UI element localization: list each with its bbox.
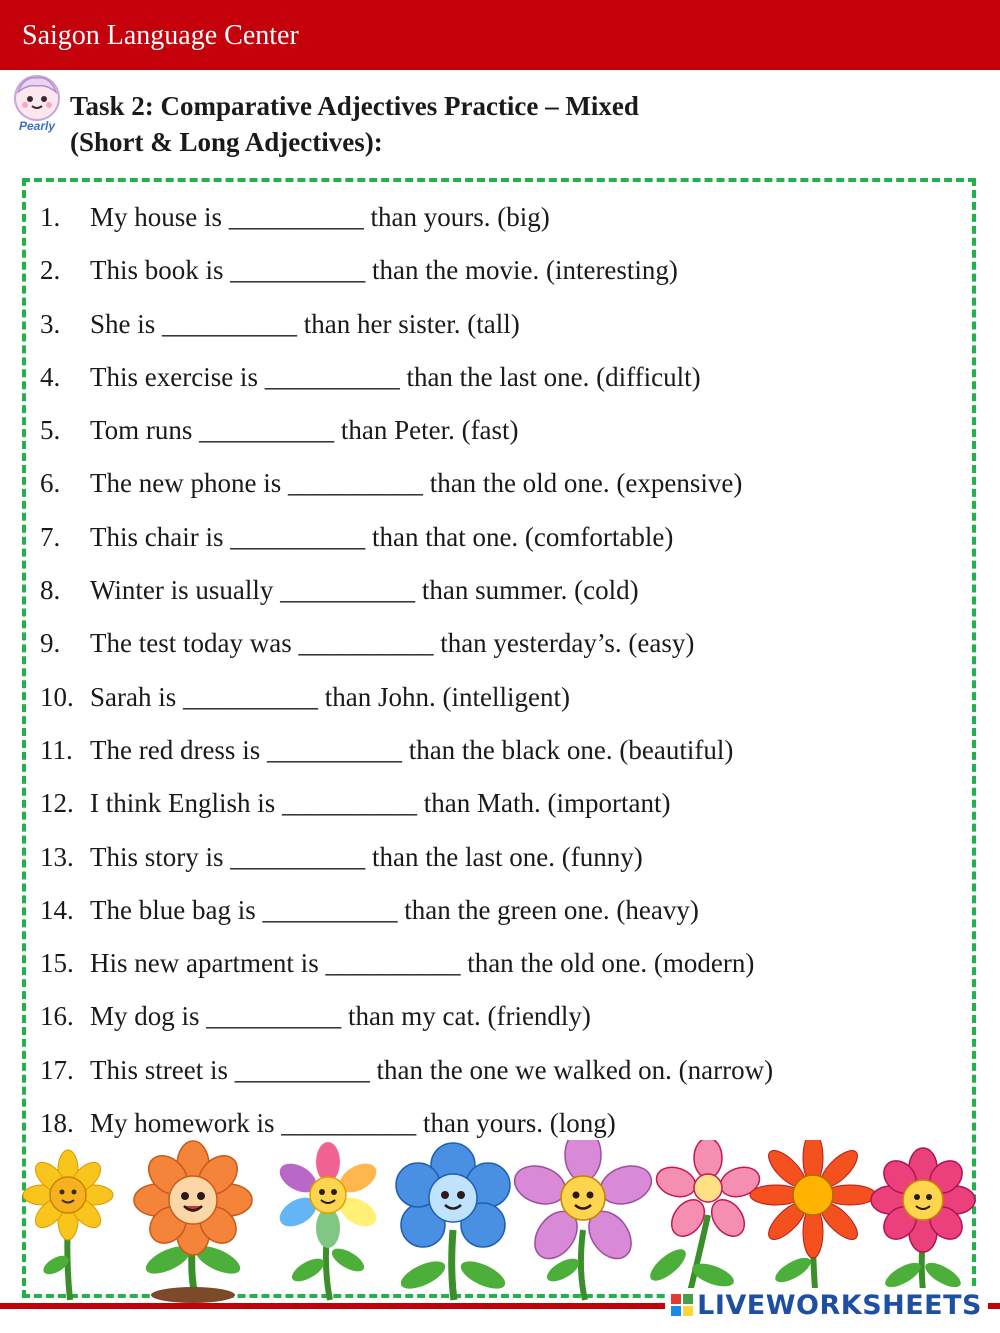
question-number: 12. xyxy=(40,788,74,819)
pearly-logo-label: Pearly xyxy=(18,119,56,133)
question-number: 6. xyxy=(40,468,61,499)
question-4 xyxy=(40,357,773,410)
question-text: His new apartment is __________ than the old one. (modern) xyxy=(90,948,755,979)
task-title-line2: (Short & Long Adjectives): xyxy=(70,127,383,157)
question-number: 8. xyxy=(40,575,61,606)
pearly-logo xyxy=(6,72,68,134)
red-flower-icon xyxy=(750,1140,876,1300)
question-number: 10. xyxy=(40,681,74,712)
question-12 xyxy=(40,783,773,836)
question-7 xyxy=(40,517,773,570)
liveworksheets-logo-icon xyxy=(671,1294,693,1316)
smiling-pink-flower-icon xyxy=(871,1148,975,1300)
question-1 xyxy=(40,197,773,250)
question-text: This book is __________ than the movie. (interesting) xyxy=(90,255,678,286)
question-14 xyxy=(40,890,773,943)
question-text: Tom runs __________ than Peter. (fast) xyxy=(90,415,519,446)
question-text: The test today was __________ than yesterday’s. (easy) xyxy=(90,628,695,659)
question-number: 5. xyxy=(40,415,61,446)
question-text: The new phone is __________ than the old one. (expensive) xyxy=(90,468,743,499)
question-text: This street is __________ than the one we walked on. (narrow) xyxy=(90,1054,774,1085)
orange-flower-icon xyxy=(134,1141,252,1303)
question-text: My dog is __________ than my cat. (friendly) xyxy=(90,1001,591,1032)
question-number: 7. xyxy=(40,521,61,552)
question-number: 15. xyxy=(40,948,74,979)
question-3 xyxy=(40,304,773,357)
question-number: 16. xyxy=(40,1001,74,1032)
question-number: 9. xyxy=(40,628,61,659)
question-number: 11. xyxy=(40,734,73,765)
question-text: Winter is usually __________ than summer. (cold) xyxy=(90,575,639,606)
question-13 xyxy=(40,837,773,890)
question-text: This chair is __________ than that one. (comfortable) xyxy=(90,521,674,552)
question-number: 4. xyxy=(40,361,61,392)
flower-decoration xyxy=(18,1140,980,1305)
purple-flower-icon xyxy=(510,1140,657,1300)
question-10 xyxy=(40,677,773,730)
question-text: This story is __________ than the last one. (funny) xyxy=(90,841,643,872)
question-number: 2. xyxy=(40,255,61,286)
question-16 xyxy=(40,996,773,1049)
question-2 xyxy=(40,250,773,303)
header-title: Saigon Language Center xyxy=(22,20,299,51)
question-text: The red dress is __________ than the black one. (beautiful) xyxy=(90,734,734,765)
question-number: 3. xyxy=(40,308,61,339)
question-17 xyxy=(40,1050,773,1103)
task-title-line1: Task 2: Comparative Adjectives Practice – Mixed xyxy=(70,91,639,121)
question-8 xyxy=(40,570,773,623)
question-list xyxy=(40,197,773,1156)
question-text: I think English is __________ than Math. (important) xyxy=(90,788,671,819)
question-number: 18. xyxy=(40,1108,74,1139)
question-15 xyxy=(40,943,773,996)
question-11 xyxy=(40,730,773,783)
question-text: The blue bag is __________ than the green one. (heavy) xyxy=(90,894,699,925)
question-text: My homework is __________ than yours. (long) xyxy=(90,1108,616,1139)
rainbow-flower-icon xyxy=(275,1142,382,1300)
question-number: 17. xyxy=(40,1054,74,1085)
question-text: This exercise is __________ than the last one. (difficult) xyxy=(90,361,701,392)
blue-flower-icon xyxy=(396,1143,510,1300)
question-number: 13. xyxy=(40,841,74,872)
pink-flower-icon xyxy=(645,1140,763,1300)
question-6 xyxy=(40,463,773,516)
brand-text: LIVEWORKSHEETS xyxy=(697,1290,982,1321)
sunflower-icon xyxy=(23,1150,113,1300)
question-number: 14. xyxy=(40,894,74,925)
question-5 xyxy=(40,410,773,463)
question-number: 1. xyxy=(40,202,61,232)
question-9 xyxy=(40,623,773,676)
question-text: My house is __________ than yours. (big) xyxy=(90,202,550,232)
liveworksheets-brand[interactable] xyxy=(665,1288,988,1321)
task-title xyxy=(70,88,770,160)
question-text: She is __________ than her sister. (tall) xyxy=(90,308,520,339)
question-text: Sarah is __________ than John. (intelligent) xyxy=(90,681,570,712)
